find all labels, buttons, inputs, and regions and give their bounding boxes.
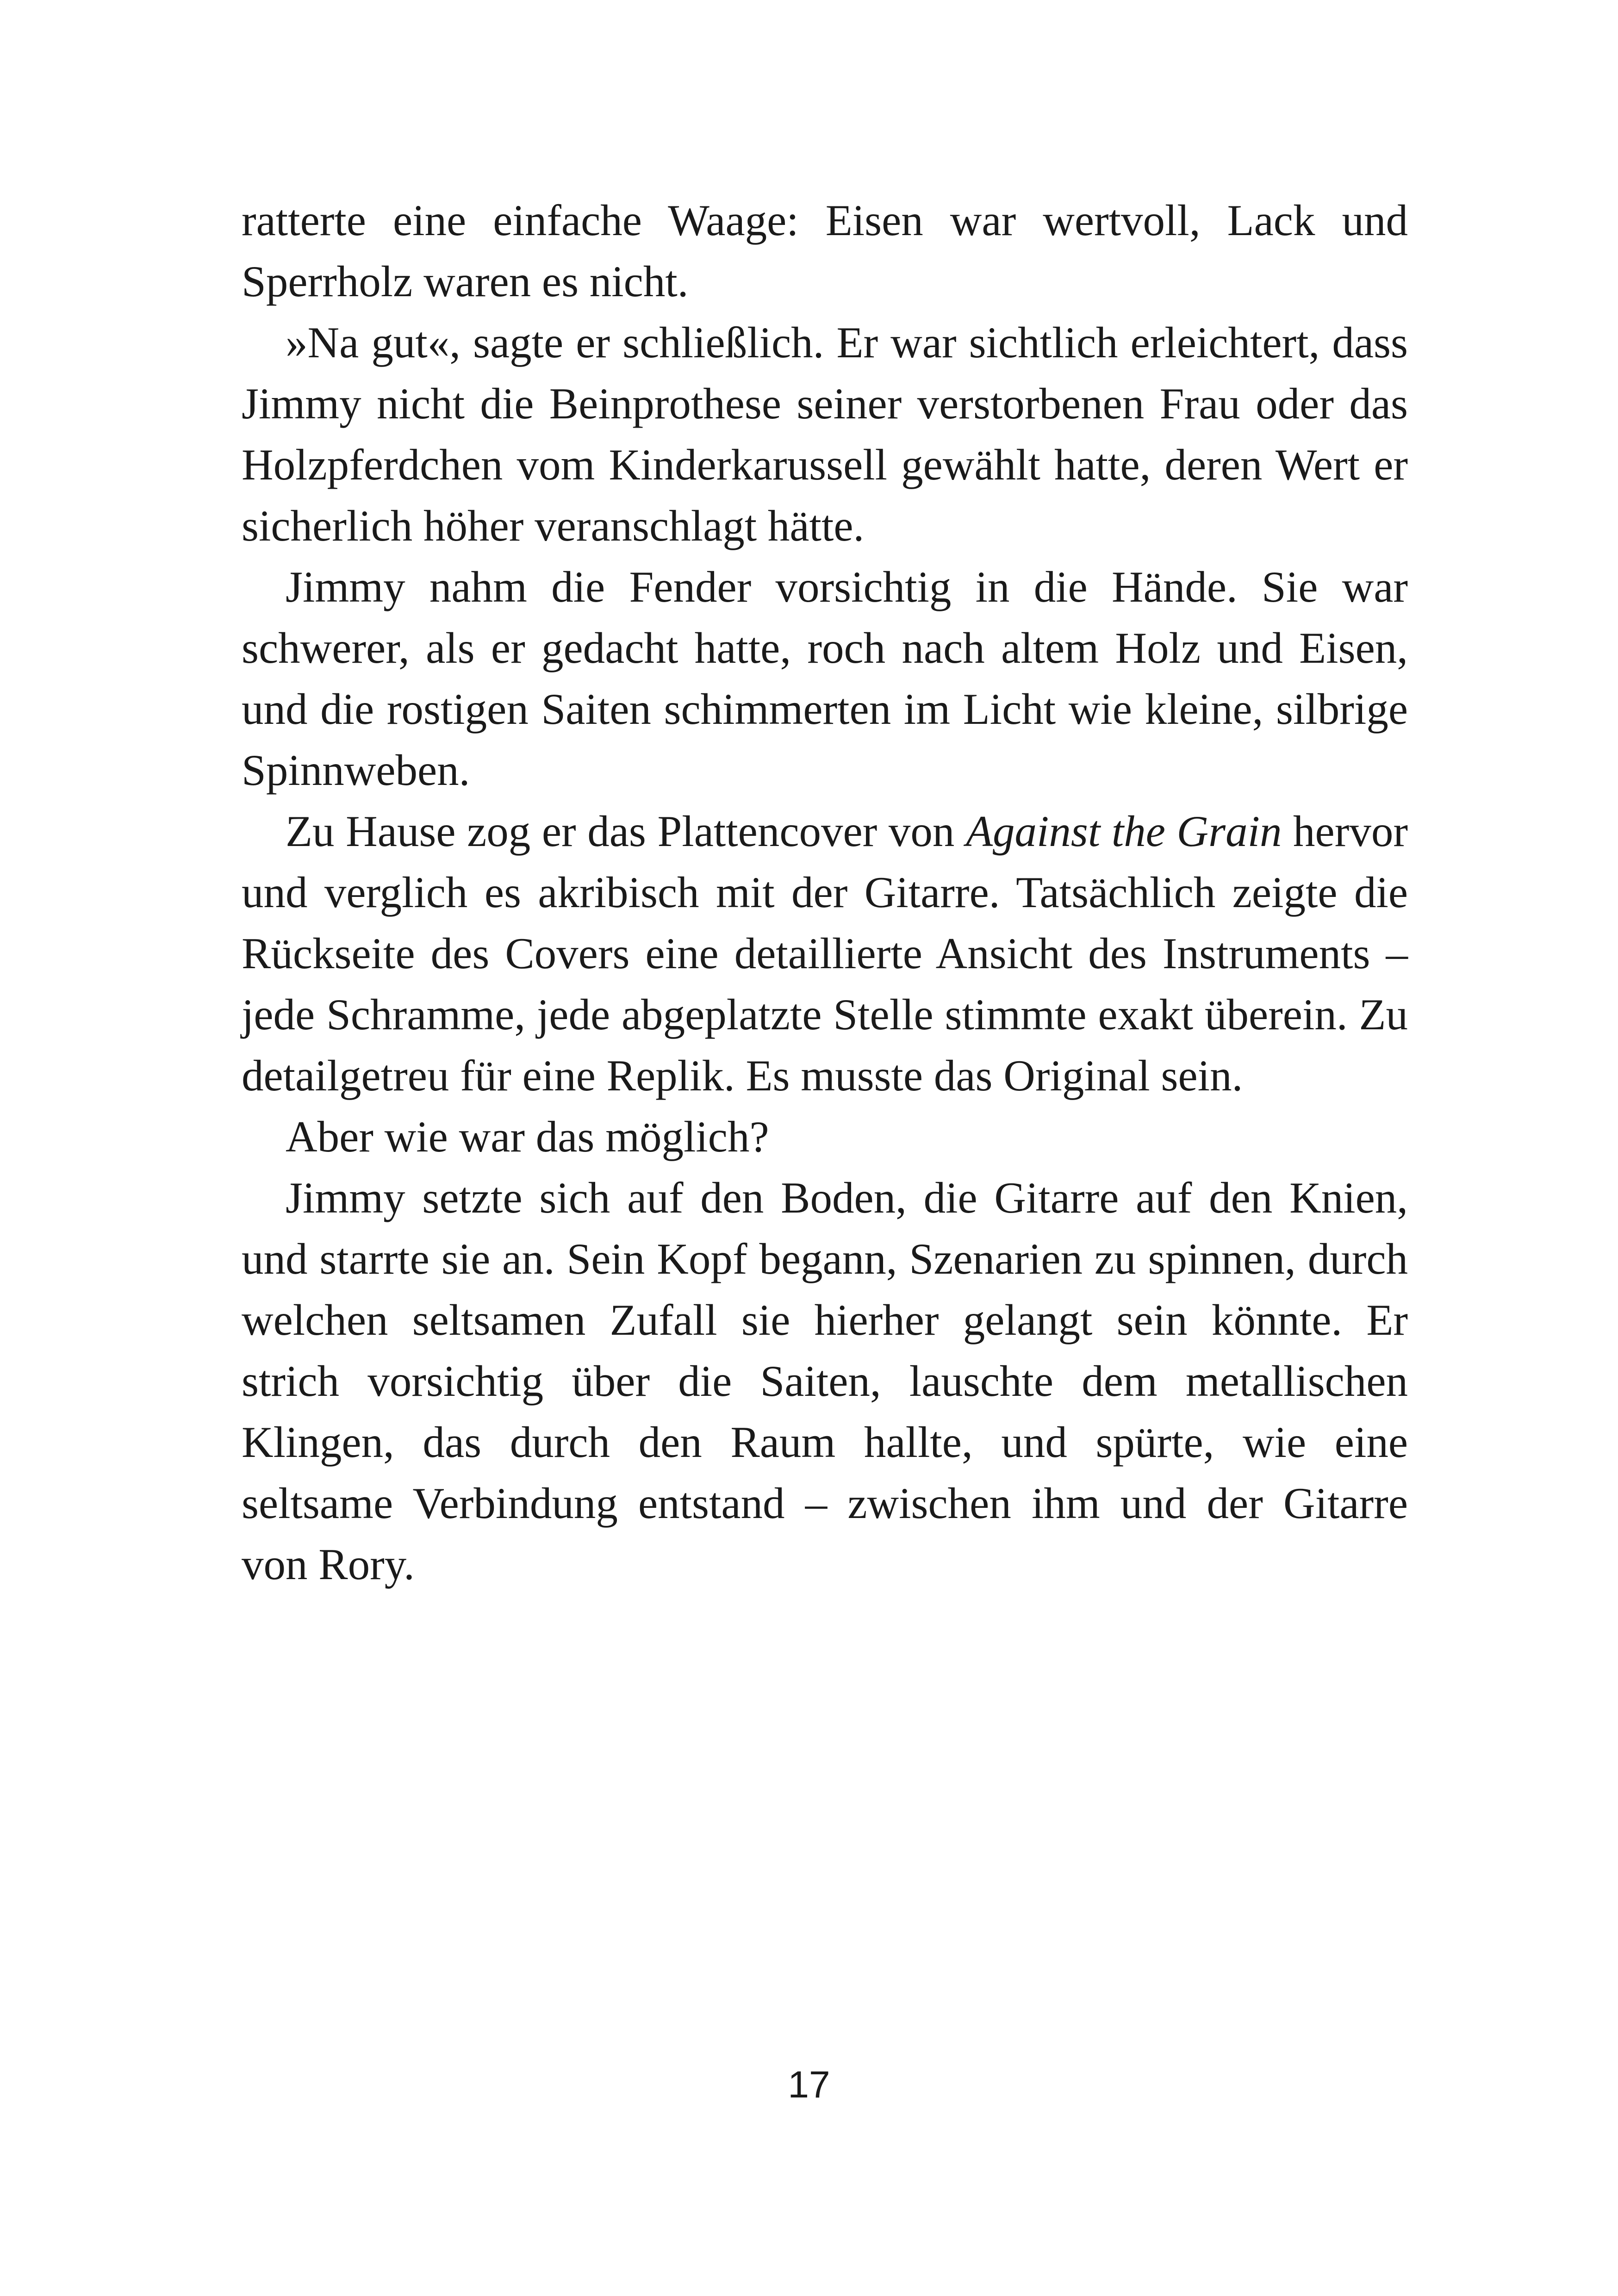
paragraph-4 [242,801,1408,1106]
paragraph-1: ratterte eine einfache Waage: Eisen war wertvoll, Lack und Sperrholz waren es nicht. [242,196,1408,306]
paragraph-2: »Na gut«, sagte er schließlich. Er war sichtlich erleichtert, dass Jimmy nicht die Beinprothese seiner verstorbenen Frau oder das Holzpferdchen vom Kinderkarussell gewählt hatte, deren Wert er sicherlich höher veranschlagt hätte. [242,318,1408,550]
paragraph-4-start: Zu Hause zog er das Plattencover von [286,807,966,856]
paragraph-4-end: hervor und verglich es akribisch mit der Gitarre. Tatsächlich zeigte die Rückseite des Covers eine detaillierte Ansicht des Instruments – jede Schramme, jede abgeplatzte Stelle stimmte exakt überein. Zu detailgetreu für eine Replik. Es musste das Original sein. [242,807,1408,1100]
paragraph-3: Jimmy nahm die Fender vorsichtig in die Hände. Sie war schwerer, als er gedacht hatte, roch nach altem Holz und Eisen, und die rostigen Saiten schimmerten im Licht wie kleine, silbrige Spinnweben. [242,562,1408,795]
album-title: Against the Grain [965,807,1282,856]
paragraph-6: Jimmy setzte sich auf den Boden, die Gitarre auf den Knien, und starrte sie an. Sein Kopf begann, Szenarien zu spinnen, durch welchen seltsamen Zufall sie hierher gelangt sein könnte. Er strich vorsichtig über die Saiten, lauschte dem metallischen Klingen, das durch den Raum hallte, und spürte, wie eine seltsame Verbindung entstand – zwischen ihm und der Gitarre von Rory. [242,1173,1408,1589]
body-text [242,190,1408,1595]
page-number: 17 [788,2064,830,2106]
paragraph-5: Aber wie war das möglich? [286,1112,769,1161]
